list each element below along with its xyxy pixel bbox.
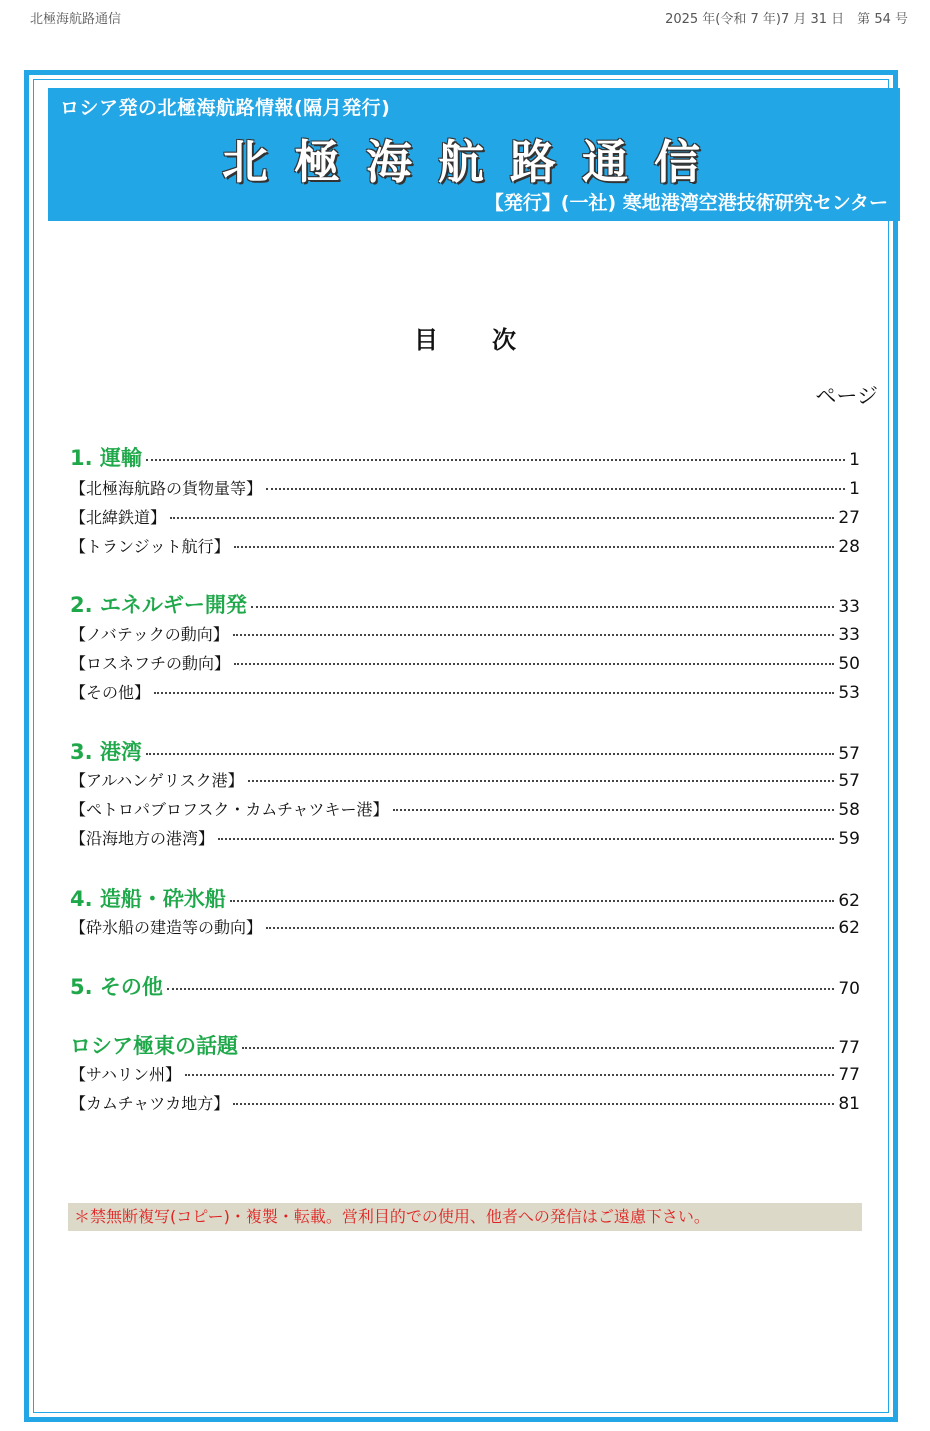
toc-entry-page: 1 [849,450,860,470]
toc-entry-page: 70 [838,979,860,999]
header-publication-name: 北極海航路通信 [30,12,122,27]
toc-entry-label: 1. 運輸 [70,446,142,470]
toc-entry-label: 【カムチャツカ地方】 [70,1094,230,1113]
toc-entry[interactable] [70,442,860,472]
toc-leader-dots [146,459,845,461]
toc-entry-page: 62 [838,891,860,911]
toc-entry-label: 4. 造船・砕氷船 [70,887,226,911]
toc-entry-page: 57 [838,771,860,791]
toc-entry-label: 【北緯鉄道】 [70,508,167,527]
toc-entry-label: 【トランジット航行】 [70,537,230,556]
toc-leader-dots [393,809,835,811]
toc-entry[interactable] [70,883,860,913]
toc-leader-dots [266,488,845,490]
toc-leader-dots [251,606,834,608]
toc-page-label: ページ [815,384,878,408]
toc-leader-dots [266,927,834,929]
toc-entry[interactable] [70,589,860,619]
toc-entry[interactable] [70,534,860,557]
toc-entry[interactable] [70,622,860,645]
toc-entry-label: 【ロスネフチの動向】 [70,654,231,673]
toc-entry-page: 62 [838,918,860,938]
toc-leader-dots [233,1103,834,1105]
toc-leader-dots [230,900,834,902]
toc-leader-dots [154,692,834,694]
toc-entry[interactable] [70,651,860,674]
toc-entry-page: 77 [838,1065,860,1085]
toc-entry-page: 59 [838,829,860,849]
toc-leader-dots [248,780,835,782]
toc-entry[interactable] [70,797,860,820]
banner-publisher: 【発行】(一社) 寒地港湾空港技術研究センター [484,192,888,214]
toc-entry-label: 【ペトロパブロフスク・カムチャツキー港】 [70,800,389,819]
toc-title: 目次 [414,326,570,354]
toc-leader-dots [170,517,834,519]
toc-entry-page: 28 [838,537,860,557]
toc-leader-dots [242,1047,834,1049]
toc-entry-page: 33 [838,625,860,645]
toc-entry-label: 【砕氷船の建造等の動向】 [70,918,263,937]
banner-subtitle: ロシア発の北極海航路情報(隔月発行) [60,97,391,119]
toc-entry-page: 50 [838,654,860,674]
toc-leader-dots [233,634,835,636]
toc-entry[interactable] [70,736,860,766]
toc-entry-page: 77 [838,1038,860,1058]
toc-entry-label: 5. その他 [70,975,163,999]
toc-entry[interactable] [70,971,860,1001]
toc-entry-page: 27 [838,508,860,528]
toc-entry[interactable] [70,826,860,849]
header-issue-date: 2025 年(令和 7 年)7 月 31 日 第 54 号 [665,12,908,27]
toc-entry-page: 33 [838,597,860,617]
toc-entry-label: 【沿海地方の港湾】 [70,829,215,848]
toc-entry-label: 3. 港湾 [70,740,142,764]
toc-entry-label: 2. エネルギー開発 [70,593,247,617]
toc-entry[interactable] [70,1091,860,1114]
running-header [30,8,908,28]
toc-entry-label: 【アルハンゲリスク港】 [70,771,244,790]
toc-entry-page: 58 [838,800,860,820]
toc-entry[interactable] [70,680,860,703]
toc-entry[interactable] [70,476,860,499]
toc-leader-dots [146,753,834,755]
toc-leader-dots [234,663,834,665]
banner-title: 北極海航路通信 [222,135,726,189]
toc-entry-label: ロシア極東の話題 [70,1034,238,1058]
toc-leader-dots [185,1074,834,1076]
toc-entry-page: 1 [849,479,860,499]
toc-entry[interactable] [70,915,860,938]
toc-leader-dots [234,546,835,548]
toc-leader-dots [218,838,834,840]
toc-entry-page: 81 [838,1094,860,1114]
toc-entry[interactable] [70,505,860,528]
toc-entry[interactable] [70,768,860,791]
toc-entry-page: 53 [838,683,860,703]
toc-entry-label: 【サハリン州】 [70,1065,182,1084]
toc-entry-label: 【ノバテックの動向】 [70,625,229,644]
toc-entry[interactable] [70,1030,860,1060]
toc-entry-label: 【北極海航路の貨物量等】 [70,479,263,498]
toc-entry-page: 57 [838,744,860,764]
toc-leader-dots [167,988,834,990]
toc-entry-label: 【その他】 [70,683,151,702]
toc-entry[interactable] [70,1062,860,1085]
title-banner [48,88,900,221]
copyright-notice: ＊禁無断複写(コピー)・複製・転載。営利目的での使用、他者への発信はご遠慮下さい。 [68,1203,862,1231]
